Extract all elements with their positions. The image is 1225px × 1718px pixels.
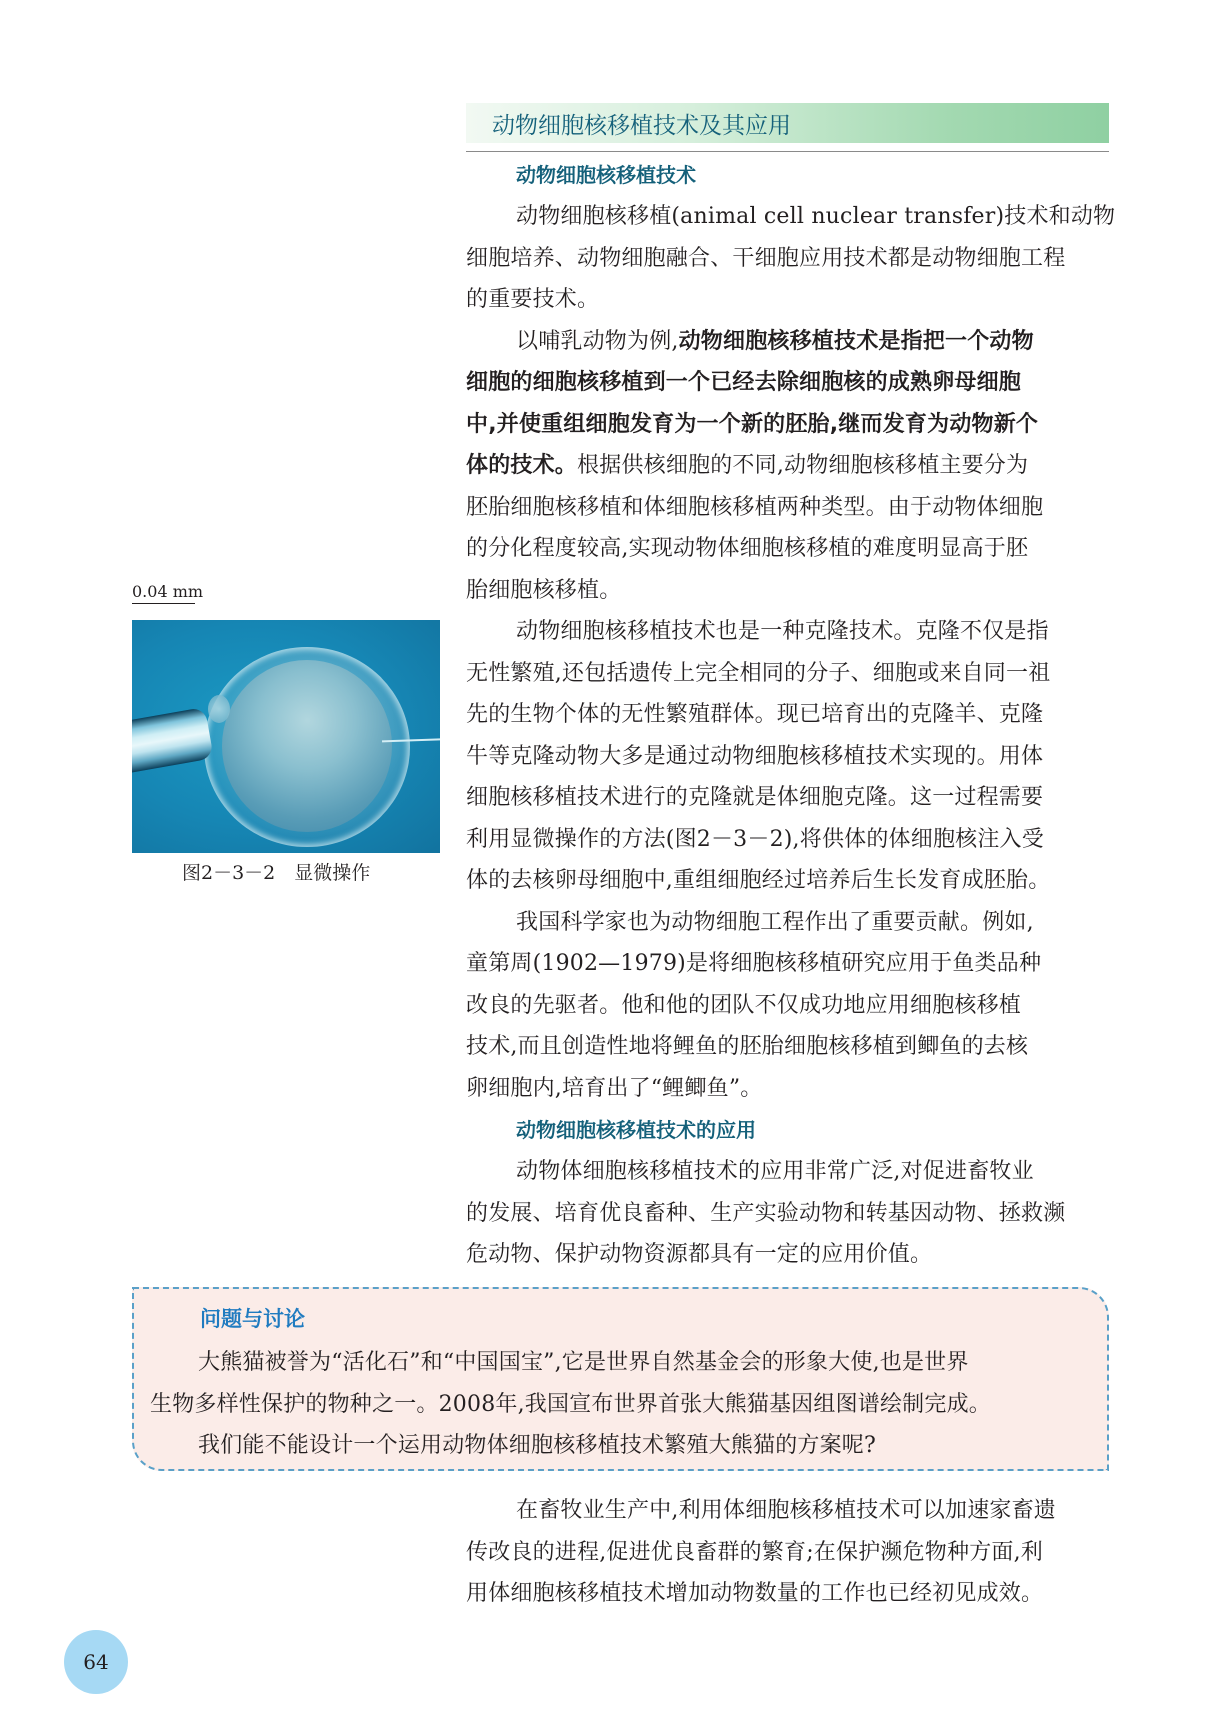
discussion-title: 问题与讨论 (200, 1307, 305, 1331)
oocyte-cytoplasm-image (222, 660, 392, 832)
text-line: 改良的先驱者。他和他的团队不仅成功地应用细胞核移植 (466, 992, 1022, 1018)
definition-bold: 动物细胞核移植技术是指把一个动物 (678, 328, 1034, 354)
text-line: 大熊猫被誉为“活化石”和“中国国宝”,它是世界自然基金会的形象大使,也是世界 (198, 1350, 969, 1375)
text-line: 细胞核移植技术进行的克隆就是体细胞克隆。这一过程需要 (466, 785, 1044, 810)
scale-bar (132, 603, 195, 604)
text-line (466, 321, 1109, 363)
figure-caption: 图2－3－2 显微操作 (182, 862, 371, 884)
micromanipulation-image (132, 620, 440, 853)
text-line: 动物细胞核移植技术也是一种克隆技术。克隆不仅是指 (516, 619, 1049, 644)
text-line: 先的生物个体的无性繁殖群体。现已培育出的克隆羊、克隆 (466, 702, 1044, 727)
text-line: 用体细胞核移植技术增加动物数量的工作也已经初见成效。 (466, 1581, 1044, 1606)
text-line: 牛等克隆动物大多是通过动物细胞核移植技术实现的。用体 (466, 743, 1044, 769)
text-line: 胎细胞核移植。 (466, 577, 622, 603)
definition-bold: 体的技术。 (466, 453, 578, 478)
paragraph-5 (466, 1151, 1109, 1276)
paragraph-3 (466, 611, 1109, 902)
text-line: 动物细胞核移植(animal cell nuclear transfer)技术和动物 (516, 204, 1116, 229)
header-divider (466, 151, 1109, 152)
subheading-technique: 动物细胞核移植技术 (516, 163, 696, 187)
discussion-body (150, 1342, 1100, 1467)
text-line: 的分化程度较高,实现动物体细胞核移植的难度明显高于胚 (466, 536, 1029, 561)
paragraph-6 (466, 1490, 1109, 1615)
section-title (466, 103, 1109, 143)
text-line: 在畜牧业生产中,利用体细胞核移植技术可以加速家畜遗 (516, 1498, 1056, 1523)
text-line: 动物体细胞核移植技术的应用非常广泛,对促进畜牧业 (516, 1159, 1034, 1184)
text-line: 我国科学家也为动物细胞工程作出了重要贡献。例如, (516, 909, 1034, 935)
text-line: 体的去核卵母细胞中,重组细胞经过培养后生长发育成胚胎。 (466, 868, 1051, 893)
text-line (466, 362, 1109, 404)
text-line: 的发展、培育优良畜种、生产实验动物和转基因动物、拯救濒 (466, 1200, 1066, 1226)
discussion-box (132, 1287, 1109, 1471)
subheading-application: 动物细胞核移植技术的应用 (516, 1118, 756, 1142)
text-normal: 以哺乳动物为例, (516, 328, 679, 354)
main-column-top (466, 154, 1116, 1276)
text-line: 童第周(1902—1979)是将细胞核移植研究应用于鱼类品种 (466, 951, 1042, 976)
polar-body-image (208, 695, 230, 723)
scale-bar-label: 0.04 mm (132, 582, 204, 601)
text-line: 生物多样性保护的物种之一。2008年,我国宣布世界首张大熊猫基因组图谱绘制完成。 (150, 1391, 991, 1417)
main-column-bottom (466, 1490, 1109, 1615)
section-title-text: 动物细胞核移植技术及其应用 (492, 112, 791, 139)
text-line: 卵细胞内,培育出了“鲤鲫鱼”。 (466, 1075, 763, 1101)
text-line: 危动物、保护动物资源都具有一定的应用价值。 (466, 1242, 933, 1267)
text-line: 我们能不能设计一个运用动物体细胞核移植技术繁殖大熊猫的方案呢? (198, 1433, 876, 1458)
definition-bold: 细胞的细胞核移植到一个已经去除细胞核的成熟卵母细胞 (466, 370, 1022, 395)
text-line: 无性繁殖,还包括遗传上完全相同的分子、细胞或来自同一祖 (466, 660, 1051, 686)
definition-bold: 中,并使重组细胞发育为一个新的胚胎,继而发育为动物新个 (466, 411, 1039, 437)
holding-pipette-image (132, 707, 214, 775)
text-line (466, 445, 1109, 487)
page-number-text: 64 (83, 1650, 109, 1674)
page-number (64, 1630, 128, 1694)
text-line: 胚胎细胞核移植和体细胞核移植两种类型。由于动物体细胞 (466, 494, 1044, 520)
paragraph-4 (466, 902, 1109, 1110)
text-line: 细胞培养、动物细胞融合、干细胞应用技术都是动物细胞工程 (466, 245, 1066, 271)
text-line: 的重要技术。 (466, 287, 600, 312)
text-line (466, 404, 1109, 446)
paragraph-1 (466, 196, 1116, 321)
text-normal: 根据供核细胞的不同,动物细胞核移植主要分为 (577, 453, 1029, 478)
text-line: 技术,而且创造性地将鲤鱼的胚胎细胞核移植到鲫鱼的去核 (466, 1034, 1029, 1059)
text-line: 利用显微操作的方法(图2－3－2),将供体的体细胞核注入受 (466, 826, 1044, 852)
text-line: 传改良的进程,促进优良畜群的繁育;在保护濒危物种方面,利 (466, 1539, 1044, 1565)
paragraph-2 (466, 321, 1109, 612)
